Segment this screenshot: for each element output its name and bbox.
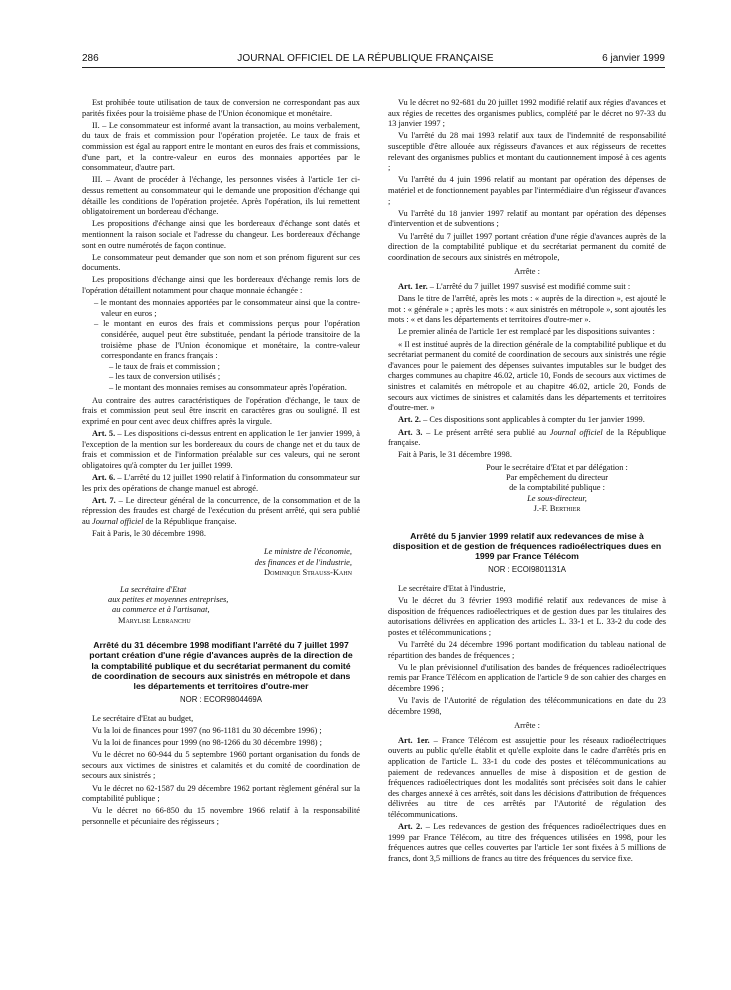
signatory-role: Le ministre de l'économie, bbox=[263, 547, 352, 557]
paragraph: Le secrétaire d'Etat au budget, bbox=[92, 713, 194, 723]
journal-ref: Journal officiel bbox=[549, 427, 603, 437]
signatory-role: aux petites et moyennes entreprises, bbox=[108, 594, 229, 604]
signature-minister bbox=[82, 547, 360, 578]
article-1 bbox=[388, 282, 666, 293]
paragraph: Vu la loi de finances pour 1999 (no 98-1266 du 30 décembre 1998) ; bbox=[92, 738, 322, 748]
article-label: Art. 3. bbox=[398, 427, 423, 437]
article-3 bbox=[388, 428, 666, 449]
list-item: – les taux de conversion utilisés ; bbox=[109, 372, 221, 382]
detail-list bbox=[82, 298, 360, 393]
article-text: – L'arrêté du 12 juillet 1990 relatif à l'information du consommateur sur les prix des opérations de change manuel est abrogé. bbox=[82, 472, 360, 493]
arrete-heading: Arrête : bbox=[514, 721, 540, 731]
left-column bbox=[82, 98, 360, 829]
right-column bbox=[388, 98, 666, 866]
list-item: – le montant des monnaies apportées par le consommateur ainsi que la contre-valeur en euros ; bbox=[94, 298, 360, 318]
article-label: Art. 6. bbox=[92, 472, 116, 482]
signatory-role: des finances et de l'industrie, bbox=[254, 557, 352, 567]
signature-secretary bbox=[82, 585, 360, 627]
paragraph: Vu le plan prévisionnel d'utilisation des bandes de fréquences radioélectriques remis par France Télécom en application de l'article 9 de son cahier des charges en décembre 1996 ; bbox=[388, 662, 666, 693]
paragraph: Vu l'arrêté du 24 décembre 1996 portant modification du tableau national de répartition des bandes de fréquences ; bbox=[388, 639, 666, 660]
page-number: 286 bbox=[82, 53, 99, 64]
paragraph: Vu le décret no 60-944 du 5 septembre 1960 portant organisation du fonds de secours aux victimes de sinistres et calamités et du comité de coordination de secours aux sinistrés ; bbox=[82, 750, 360, 781]
signatory-role: La secrétaire d'Etat bbox=[120, 584, 187, 594]
delegation-line: de la comptabilité publique : bbox=[509, 483, 605, 493]
paragraph: Vu l'arrêté du 7 juillet 1997 portant création d'une régie d'avances auprès de la direction de la comptabilité publique et du secrétariat permanent du comité de coordination de secours aux sinistrés en métropole, bbox=[388, 231, 666, 262]
paragraph: Vu le décret du 3 février 1993 modifié relatif aux redevances de mise à disposition de fréquences radioélectriques et de gestion dues par les titulaires des autorisations délivrées en application des articles L. 33-1 et L. 33-2 du code des postes et télécommunications ; bbox=[388, 595, 666, 637]
article-text: de la République française. bbox=[143, 516, 237, 526]
list-item: – le montant des monnaies remises au consommateur après l'opération. bbox=[109, 383, 347, 392]
paragraph: Vu l'arrêté du 18 janvier 1997 relatif au montant par opération des dépenses d'intervention et de subventions ; bbox=[388, 208, 666, 229]
paragraph: Est prohibée toute utilisation de taux de conversion ne correspondant pas aux parités fixées pour la troisième phase de l'Union économique et monétaire. bbox=[82, 98, 360, 118]
journal-title: JOURNAL OFFICIEL DE LA RÉPUBLIQUE FRANÇAISE bbox=[237, 53, 494, 64]
article-text: – Le directeur général de la concurrence, de la consommation et de la répression des fraudes est chargé de l'exécution du présent arrêté, qui sera publié au bbox=[82, 495, 360, 526]
article-7 bbox=[82, 496, 360, 528]
article-label: Art. 7. bbox=[92, 495, 116, 505]
nor-reference: NOR : ECOR9804469A bbox=[180, 695, 262, 705]
paragraph: Au contraire des autres caractéristiques de l'opération d'échange, le taux de frais et commission peut seul être inscrit en caractères gras ou souligné. Il est exprimé en pour cent avec deux chiffres après la virgule. bbox=[82, 395, 360, 426]
quoted-text: « Il est institué auprès de la direction générale de la comptabilité publique et du secrétariat permanent du comité de coordination de secours aux sinistrés une régie d'avances pour le paiement des dépenses suivantes imputables sur le budget des charges communes au chapitre 46.02, article 10, Fonds de secours aux victimes de sinistres et calamités en métropole et au chapitre 46.02, article 20, Fonds de secours aux victimes de sinistres et calamités dans les départements et territoires d'outre-mer. » bbox=[388, 339, 666, 413]
article-2 bbox=[388, 415, 666, 426]
signatory-role: au commerce et à l'artisanat, bbox=[112, 605, 210, 615]
signatory-role: Le sous-directeur, bbox=[527, 493, 587, 503]
article-label: Art. 2. bbox=[398, 415, 422, 425]
article-text: – Les dispositions ci-dessus entrent en application le 1er janvier 1999, à l'exception de la mention sur les bordereaux du cours de change net et du taux de frais et commission et de l'information préalable sur ces valeurs, qui ne seront obligatoires qu'à compter du 1er juillet 1999. bbox=[82, 428, 360, 470]
arrete-heading: Arrête : bbox=[514, 267, 540, 277]
paragraph: Les propositions d'échange ainsi que les bordereaux d'échange remis lors de l'opération détaillent notamment pour chaque monnaie échangée : bbox=[82, 275, 360, 296]
signatory-name: Dominique Strauss-Kahn bbox=[264, 568, 352, 578]
paragraph: Le secrétaire d'Etat à l'industrie, bbox=[398, 583, 506, 593]
signatory-name: Marylise Lebranchu bbox=[118, 615, 191, 625]
paragraph: Le premier alinéa de l'article 1er est remplacé par les dispositions suivantes : bbox=[398, 327, 655, 337]
issue-date: 6 janvier 1999 bbox=[602, 53, 665, 64]
paragraph: Vu le décret no 62-1587 du 29 décembre 1962 portant règlement général sur la comptabilité publique ; bbox=[82, 783, 360, 804]
list-item: – le taux de frais et commission ; bbox=[109, 361, 220, 371]
paragraph: Vu le décret no 66-850 du 15 novembre 1966 relatif à la responsabilité personnelle et pécuniaire des régisseurs ; bbox=[82, 806, 360, 827]
article-6 bbox=[82, 473, 360, 494]
article-text: – Le présent arrêté sera publié au bbox=[422, 427, 550, 437]
list-item: – le montant en euros des frais et commissions perçus pour l'opération considérée, auquel peut être substituée, pendant la période transitoire de la troisième phase de l'Union économique et monétaire, la contre-valeur correspondante en francs français : bbox=[94, 319, 360, 361]
paragraph: Dans le titre de l'arrêté, après les mots : « auprès de la direction », est ajouté le mot : « générale » ; après les mots : « aux sinistrés en métropole », sont ajoutés les mots : « et dans les départements et territoires d'outre-mer ». bbox=[388, 294, 666, 325]
article-text: de la République française. bbox=[388, 427, 667, 448]
article-text: – Ces dispositions sont applicables à compter du 1er janvier 1999. bbox=[421, 415, 645, 425]
paragraph: Vu le décret no 92-681 du 20 juillet 1992 modifié relatif aux régies d'avances et aux régies de recettes des organismes publics, complété par le décret no 97-33 du 13 janvier 1997 ; bbox=[388, 98, 666, 129]
article-label: Art. 1er. bbox=[398, 281, 428, 291]
paragraph: II. – Le consommateur est informé avant la transaction, au moins verbalement, du taux de frais et commission pour l'opération projetée. Le taux de frais et commission est égal au rapport entre le montant en euros des frais et commissions, d'une part, et la contre-valeur en euros des monnaies apportées par le consommateur, d'autre part. bbox=[82, 120, 360, 173]
done-at: Fait à Paris, le 31 décembre 1998. bbox=[398, 450, 512, 460]
header-rule bbox=[82, 67, 665, 68]
paragraph: III. – Avant de procéder à l'échange, les personnes visées à l'article 1er ci-dessus remettent au consommateur qui le demande une proposition d'échange qui détaille les conditions de l'opération projetée. Après l'opération, ils lui remettent obligatoirement un bordereau d'échange. bbox=[82, 175, 360, 217]
article-2 bbox=[388, 822, 666, 864]
article-label: Art. 2. bbox=[398, 822, 423, 832]
nor-reference: NOR : ECOI9801131A bbox=[488, 565, 566, 575]
article-label: Art. 5. bbox=[92, 428, 116, 438]
paragraph: Vu l'arrêté du 28 mai 1993 relatif aux taux de l'indemnité de responsabilité susceptible d'être allouée aux régisseurs d'avances et aux régisseurs de recettes relevant des organismes publics et montant du cautionnement imposé à ces agents ; bbox=[388, 131, 666, 173]
delegation-line: Pour le secrétaire d'Etat et par délégation : bbox=[486, 462, 628, 472]
article-label: Art. 1er. bbox=[398, 735, 430, 745]
paragraph: Vu la loi de finances pour 1997 (no 96-1181 du 30 décembre 1996) ; bbox=[92, 725, 322, 735]
delegation-line: Par empêchement du directeur bbox=[505, 472, 609, 482]
article-text: – France Télécom est assujettie pour les réseaux radioélectriques ouverts au public qu'elle établit et qu'elle exploite dans le cadre d'arrêtés pris en application de l'article L. 33-1 du code des postes et télécommunications au paiement de redevances annuelles de mise à disposition et de gestion de fréquences radioélectriques dont les modalités sont précisées soit dans le cahier des charges annexé à ces arrêtés, soit dans les décisions d'attribution de fréquences délivrées au titre de ces arrêtés par l'Autorité de régulation des télécommunications. bbox=[388, 735, 667, 820]
paragraph: Le consommateur peut demander que son nom et son prénom figurent sur ces documents. bbox=[82, 252, 360, 273]
article-1 bbox=[388, 736, 666, 821]
article-5 bbox=[82, 429, 360, 471]
article-text: – Les redevances de gestion des fréquences radioélectriques dues en 1999 par France Télécom, au titre des fréquences utilisées en 1998, pour les fréquences autres que celles couvertes par l'article 1er sont fixées à 5 millions de francs, dont 3,5 millions de francs au titre des fréquences du service fixe. bbox=[388, 822, 666, 863]
paragraph: Vu l'arrêté du 4 juin 1996 relatif au montant par opération des dépenses de matériel et de fonctionnement payables par l'intermédiaire d'un régisseur d'avances ; bbox=[388, 175, 666, 206]
paragraph: Les propositions d'échange ainsi que les bordereaux d'échange sont datés et mentionnent la raison sociale et l'adresse du changeur. Les bordereaux d'échange sont en outre numérotés de façon continue. bbox=[82, 219, 360, 250]
article-text: – L'arrêté du 7 juillet 1997 susvisé est modifié comme suit : bbox=[427, 281, 631, 291]
page-header bbox=[0, 0, 731, 80]
journal-ref: Journal officiel bbox=[92, 516, 144, 526]
signatory-name: J.-F. Berthier bbox=[533, 504, 581, 514]
decree-title: Arrêté du 31 décembre 1998 modifiant l'arrêté du 7 juillet 1997 portant création d'une régie d'avances auprès de la direction de la comptabilité publique et du secrétariat permanent du comité de coordination de secours aux sinistrés en métropole et dans les départements et territoires d'outre-mer bbox=[89, 640, 353, 691]
signature-block bbox=[388, 463, 666, 515]
paragraph: Vu l'avis de l'Autorité de régulation des télécommunications en date du 23 décembre 1998, bbox=[388, 696, 666, 716]
done-at: Fait à Paris, le 30 décembre 1998. bbox=[92, 529, 206, 539]
decree-title: Arrêté du 5 janvier 1999 relatif aux redevances de mise à disposition et de gestion de fréquences radioélectriques dues en 1999 par France Télécom bbox=[392, 530, 662, 561]
